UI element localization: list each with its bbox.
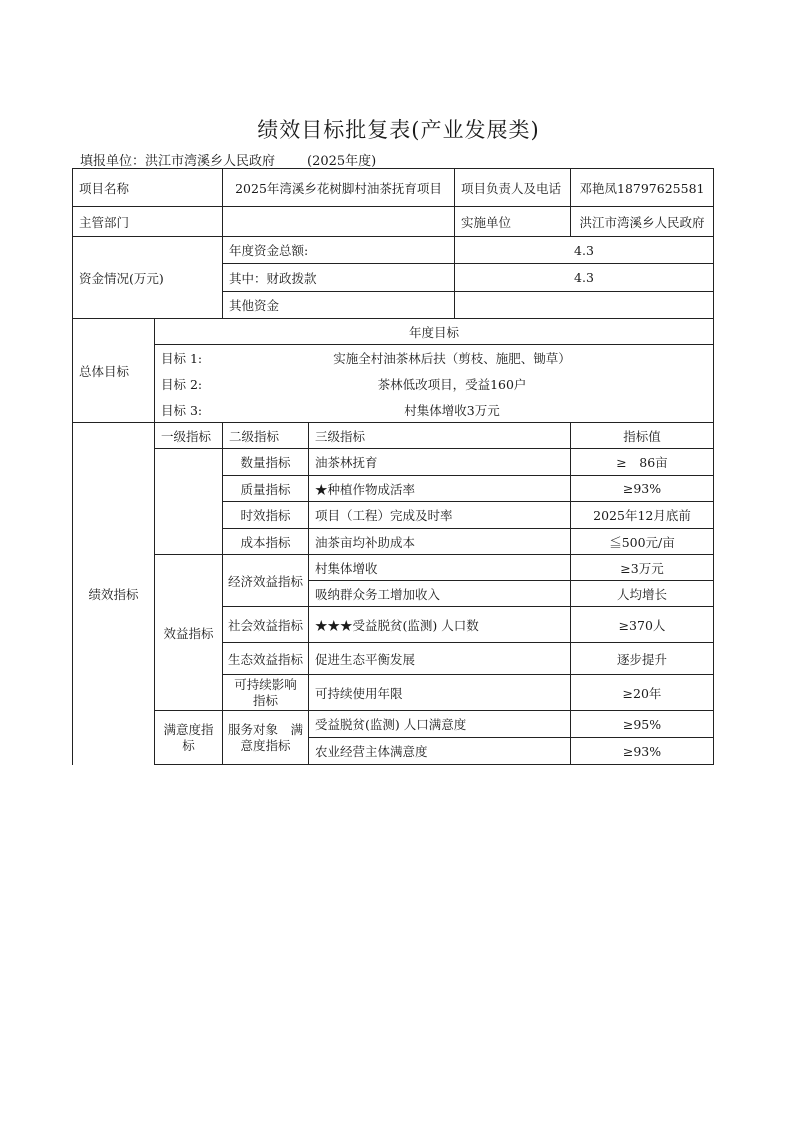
fill-info (80, 150, 376, 169)
economic-indicator-1-value: ≥3万元 (571, 555, 713, 581)
performance-table (72, 168, 714, 765)
funds-other-label: 其他资金 (223, 292, 455, 319)
timeliness-indicator-label: 时效指标 (223, 502, 309, 529)
funds-total-label: 年度资金总额: (223, 237, 455, 264)
perf-label: 绩效指标 (73, 423, 155, 765)
funds-other-value (455, 292, 713, 319)
benefit-label: 效益指标 (155, 555, 223, 711)
funds-fiscal-value: 4.3 (455, 264, 713, 292)
timeliness-indicator-value: 2025年12月底前 (571, 502, 713, 529)
page-title: 绩效目标批复表(产业发展类) (257, 118, 540, 142)
goal-2-text: 茶林低改项目，受益160户 (377, 377, 527, 392)
goal-3-label: 目标 3: (155, 397, 305, 423)
goals-label: 总体目标 (73, 319, 155, 423)
goal-2-label: 目标 2: (161, 377, 203, 392)
quantity-indicator-label: 数量指标 (223, 449, 309, 476)
sustainability-label: 可持续影响指标 (223, 675, 309, 711)
economic-indicator-2-value: 人均增长 (571, 581, 713, 607)
col-level3-header: 三级指标 (309, 423, 571, 449)
impl-label: 实施单位 (455, 207, 571, 237)
funds-label: 资金情况(万元) (73, 237, 223, 319)
col-value-header: 指标值 (571, 423, 713, 449)
cost-indicator-label: 成本指标 (223, 529, 309, 555)
quantity-indicator-value: ≥ 86亩 (571, 449, 713, 476)
goal-1-text: 实施全村油茶林后扶（剪枝、施肥、锄草） (333, 351, 571, 366)
sustainability-indicator-value: ≥20年 (571, 675, 713, 711)
quality-indicator-label: 质量指标 (223, 476, 309, 502)
goals-header: 年度目标 (155, 319, 713, 345)
funds-total-value: 4.3 (455, 237, 713, 264)
ecological-indicator-value: 逐步提升 (571, 643, 713, 675)
satisfaction-indicator-1-value: ≥95% (571, 711, 713, 738)
report-year: (2025年度) (307, 154, 377, 169)
project-name-label: 项目名称 (73, 169, 223, 207)
satisfaction-indicator-1-name: 受益脱贫(监测) 人口满意度 (309, 711, 571, 738)
project-name-value: 2025年湾溪乡花树脚村油茶抚育项目 (223, 169, 455, 207)
quantity-indicator-name: 油茶林抚育 (309, 449, 571, 476)
sustainability-indicator-name: 可持续使用年限 (309, 675, 571, 711)
service-satisfaction-label: 服务对象 满意度指标 (223, 711, 309, 765)
owner-value: 邓艳凤18797625581 (571, 169, 713, 207)
col-level1-header: 一级指标 (155, 423, 223, 449)
dept-label: 主管部门 (73, 207, 223, 237)
economic-indicator-1-name: 村集体增收 (309, 555, 571, 581)
quality-indicator-value: ≥93% (571, 476, 713, 502)
satisfaction-indicator-2-value: ≥93% (571, 738, 713, 765)
ecological-benefit-label: 生态效益指标 (223, 643, 309, 675)
cost-indicator-value: ≦500元/亩 (571, 529, 713, 555)
fill-unit: 填报单位：洪江市湾溪乡人民政府 (80, 154, 276, 169)
output-level1-cell (155, 449, 223, 555)
social-indicator-value: ≥370人 (571, 607, 713, 643)
cost-indicator-name: 油茶亩均补助成本 (309, 529, 571, 555)
quality-indicator-name: ★种植作物成活率 (309, 476, 571, 502)
economic-benefit-label: 经济效益指标 (223, 555, 309, 607)
timeliness-indicator-name: 项目（工程）完成及时率 (309, 502, 571, 529)
social-indicator-name: ★★★受益脱贫(监测) 人口数 (309, 607, 571, 643)
col-level2-header: 二级指标 (223, 423, 309, 449)
economic-indicator-2-name: 吸纳群众务工增加收入 (309, 581, 571, 607)
goal-3-text: 村集体增收3万元 (305, 397, 713, 423)
funds-fiscal-label: 其中：财政拨款 (223, 264, 455, 292)
impl-value: 洪江市湾溪乡人民政府 (571, 207, 713, 237)
owner-label: 项目负责人及电话 (455, 169, 571, 207)
goal-1-label: 目标 1: (161, 351, 203, 366)
dept-value (223, 207, 455, 237)
satisfaction-indicator-2-name: 农业经营主体满意度 (309, 738, 571, 765)
ecological-indicator-name: 促进生态平衡发展 (309, 643, 571, 675)
social-benefit-label: 社会效益指标 (223, 607, 309, 643)
satisfaction-label: 满意度指标 (155, 711, 223, 765)
